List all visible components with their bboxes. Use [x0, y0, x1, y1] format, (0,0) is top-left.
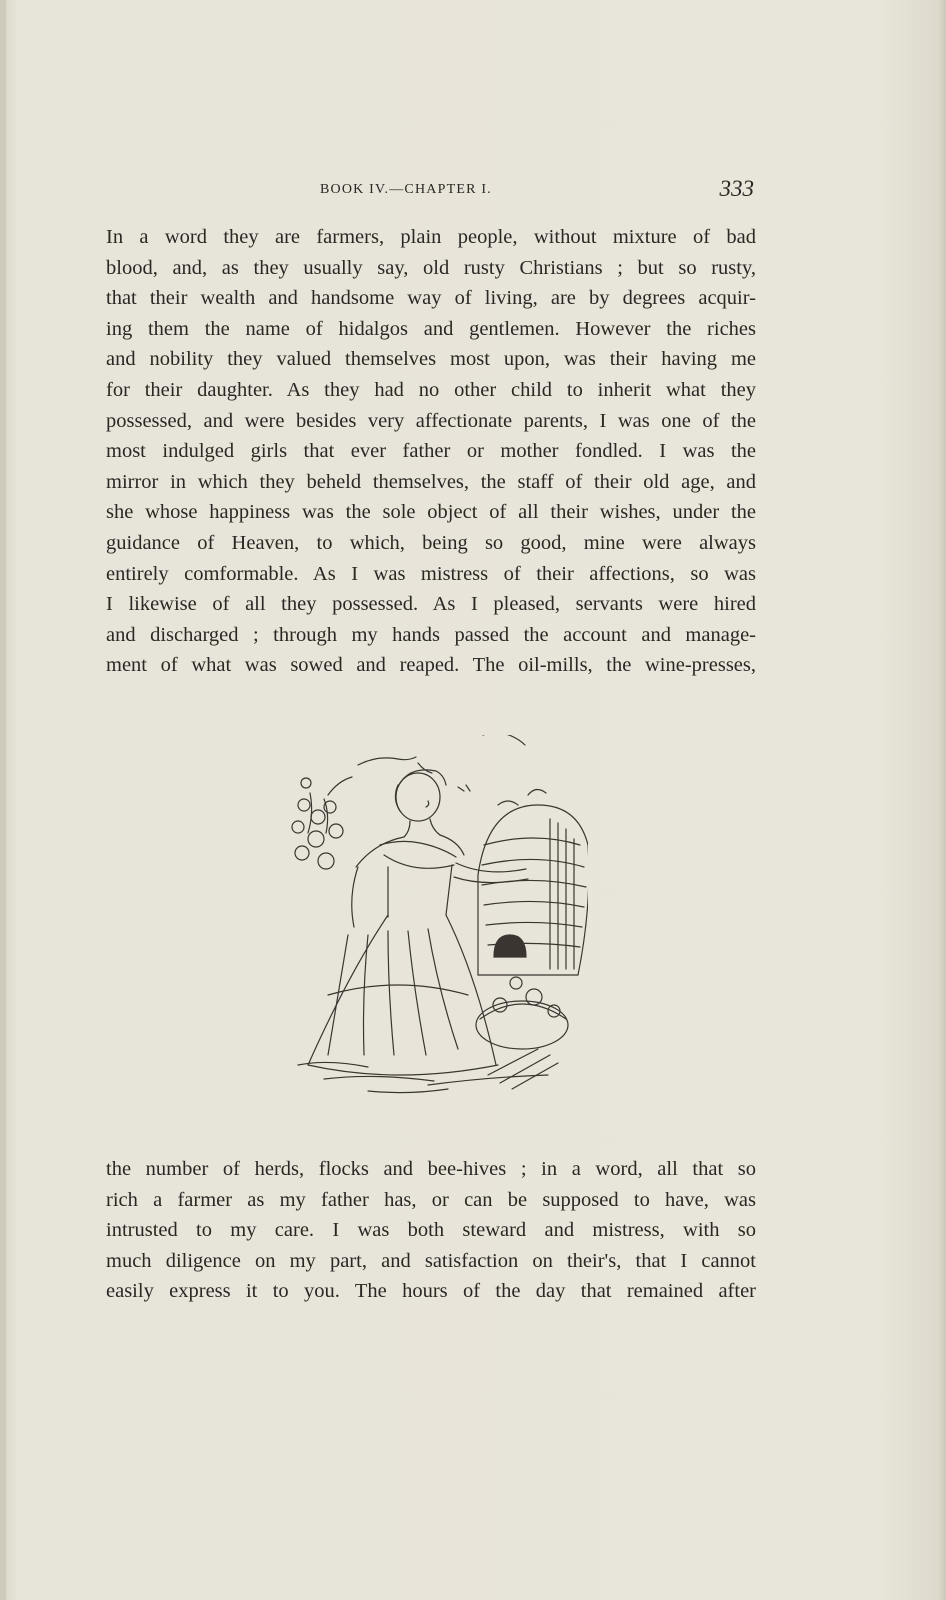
engraving-woman-tending-beehive-icon: [288, 735, 588, 1115]
text-line: she whose happiness was the sole object of all their wishes, under the: [106, 501, 756, 524]
text-line: and discharged ; through my hands passed the account and manage-: [106, 623, 756, 646]
text-line: guidance of Heaven, to which, being so good, mine were always: [106, 531, 756, 554]
page-header: [106, 178, 754, 206]
body-text-bottom: [106, 1154, 756, 1307]
text-line: rich a farmer as my father has, or can be supposed to have, was: [106, 1188, 756, 1211]
running-head: BOOK IV.—CHAPTER I.: [320, 182, 492, 197]
text-line: entirely comformable. As I was mistress of their affections, so was: [106, 562, 756, 585]
text-line: the number of herds, flocks and bee-hives ; in a word, all that so: [106, 1158, 756, 1180]
engraving-illustration: [288, 735, 588, 1115]
text-line: much diligence on my part, and satisfaction on their's, that I cannot: [106, 1249, 756, 1272]
text-line: mirror in which they beheld themselves, the staff of their old age, and: [106, 470, 756, 493]
text-line: ing them the name of hidalgos and gentlemen. However the riches: [106, 317, 756, 340]
text-line: possessed, and were besides very affectionate parents, I was one of the: [106, 409, 756, 432]
text-line: for their daughter. As they had no other child to inherit what they: [106, 378, 756, 401]
text-line: intrusted to my care. I was both steward and mistress, with so: [106, 1219, 756, 1242]
page-number: 333: [719, 176, 754, 201]
text-line: most indulged girls that ever father or mother fondled. I was the: [106, 440, 756, 463]
text-line: easily express it to you. The hours of the day that remained after: [106, 1280, 756, 1303]
page-right-edge: [938, 0, 946, 1600]
text-line: blood, and, as they usually say, old rusty Christians ; but so rusty,: [106, 256, 756, 279]
text-line: that their wealth and handsome way of living, are by degrees acquir-: [106, 287, 756, 310]
text-line: and nobility they valued themselves most upon, was their having me: [106, 348, 756, 371]
text-line: I likewise of all they possessed. As I pleased, servants were hired: [106, 593, 756, 616]
page-left-edge: [0, 0, 6, 1600]
text-line: In a word they are farmers, plain people, without mixture of bad: [106, 226, 756, 248]
body-text-top: [106, 222, 756, 681]
text-line: ment of what was sowed and reaped. The oil-mills, the wine-presses,: [106, 654, 756, 677]
